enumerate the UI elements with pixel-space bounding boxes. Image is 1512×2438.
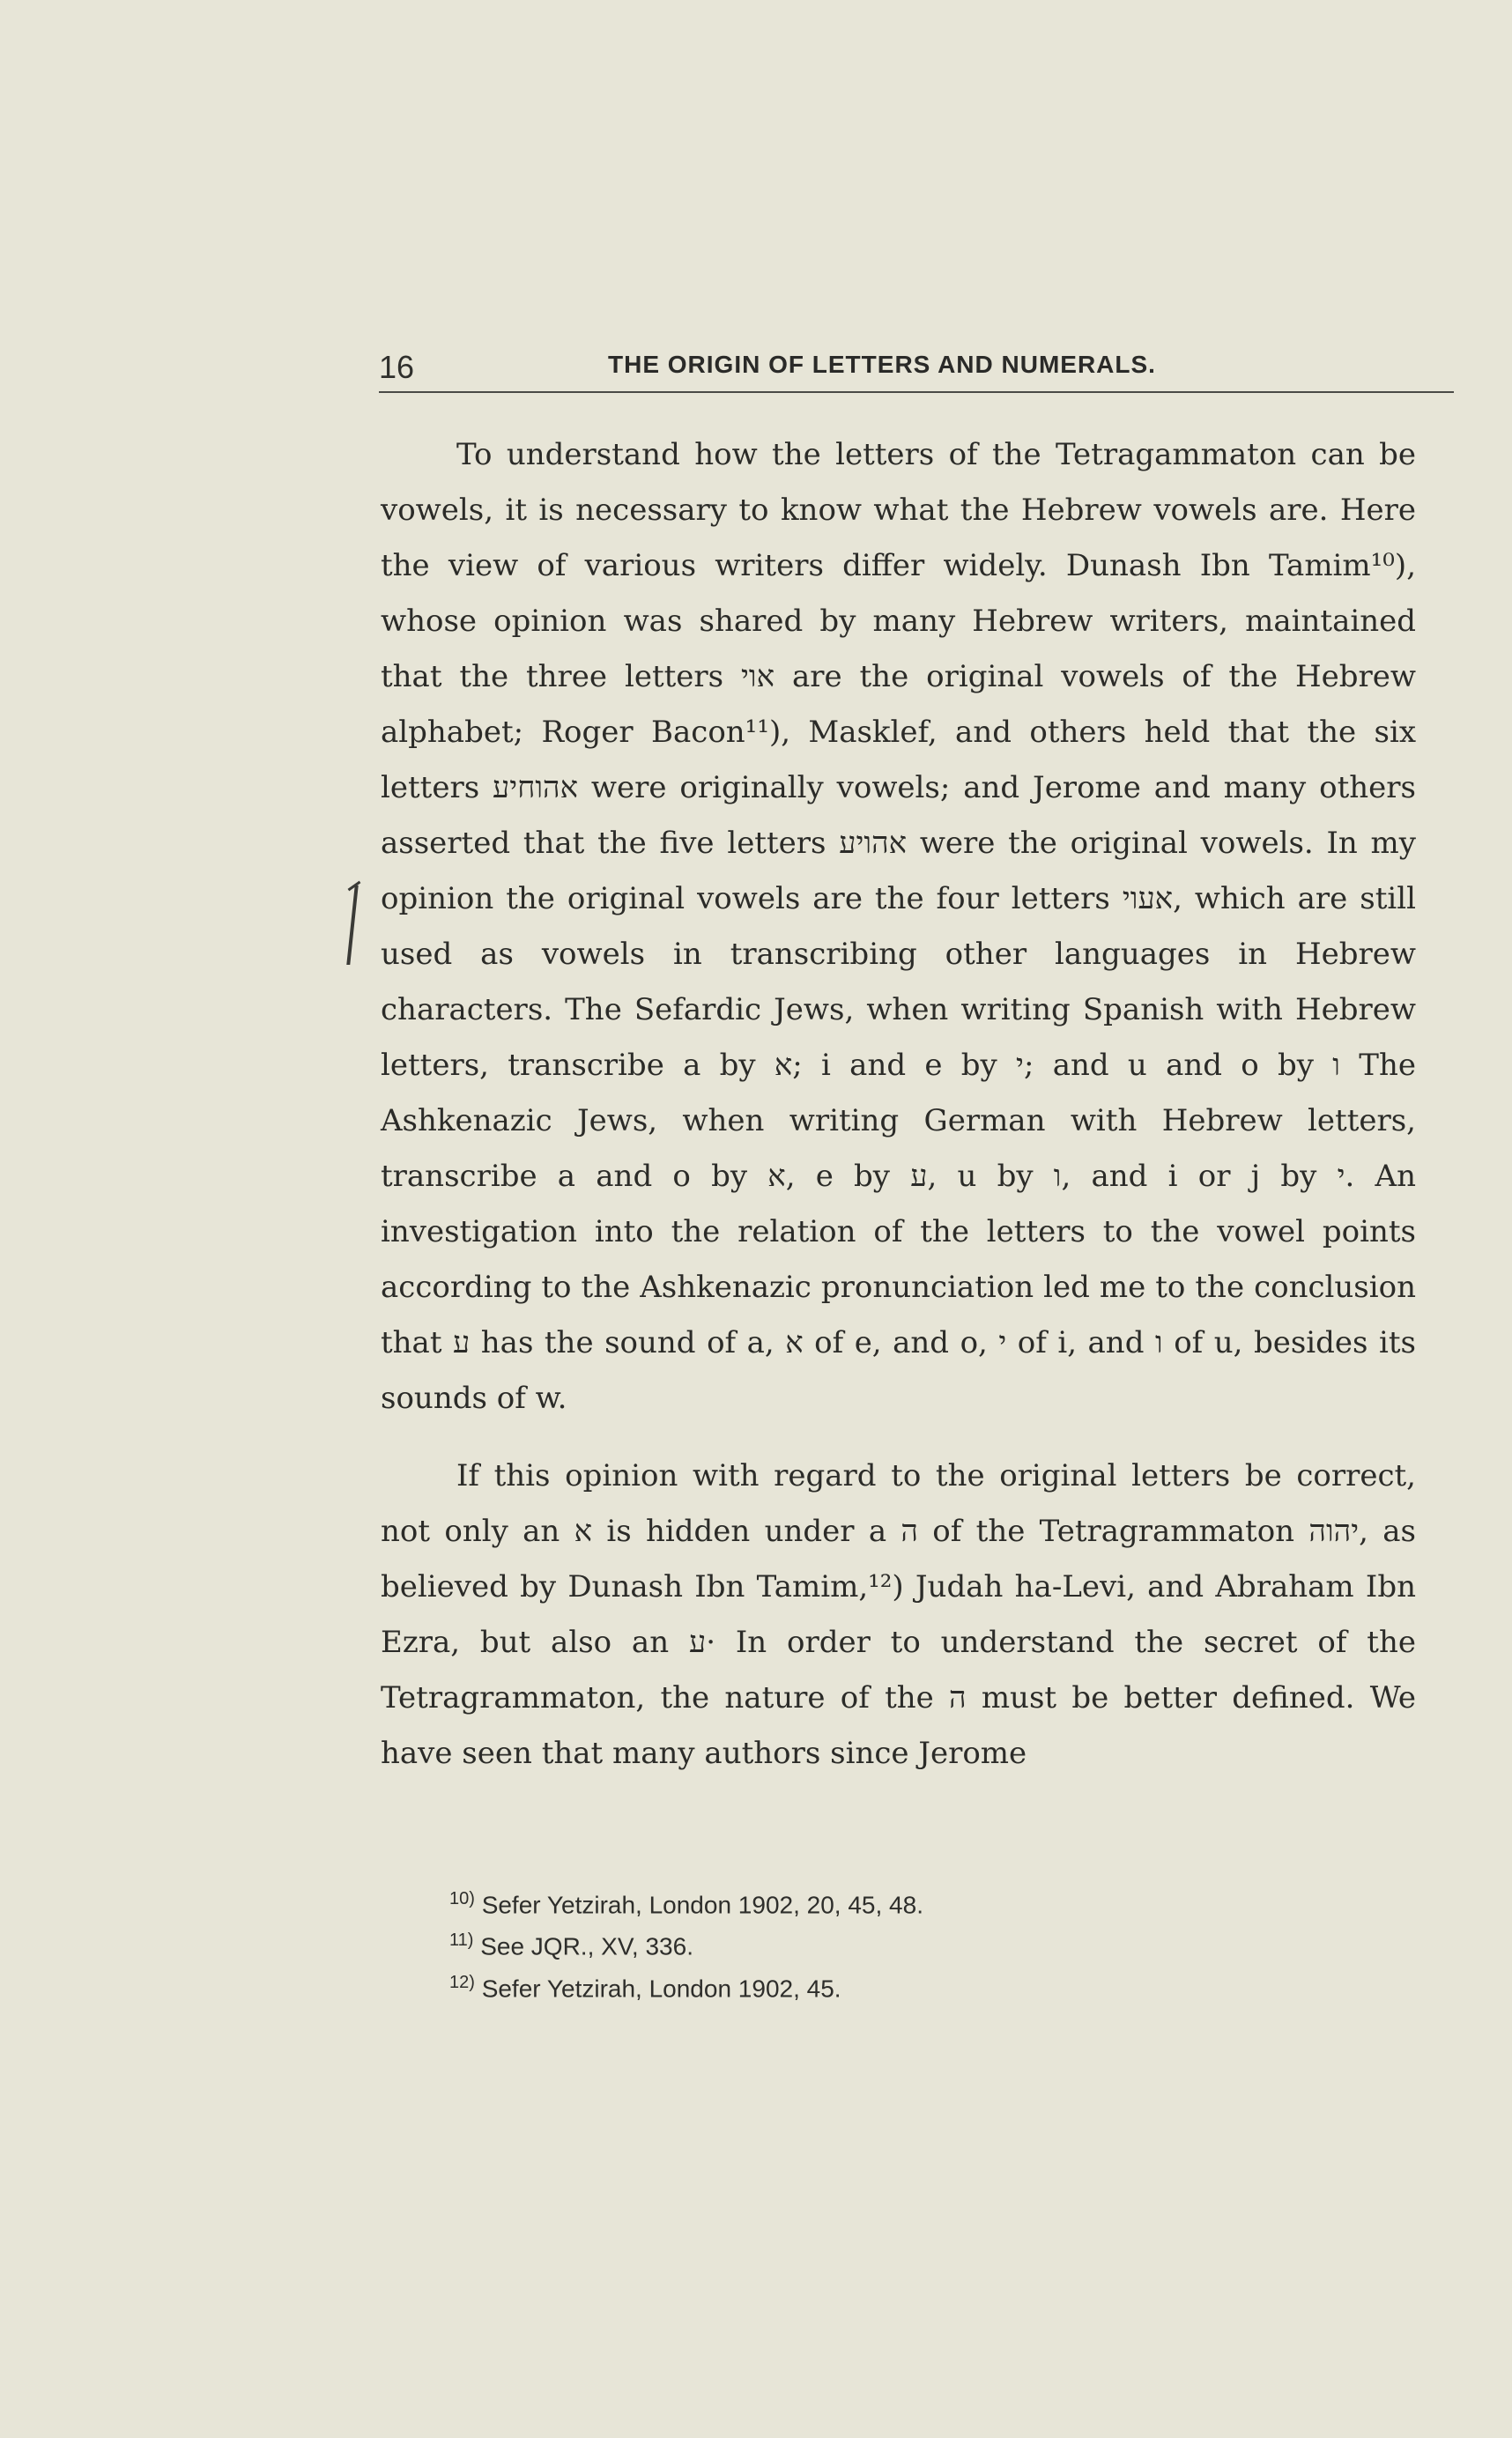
- paragraph-1: [381, 427, 1416, 1426]
- footnote-mark: 12): [449, 1972, 475, 1992]
- footnote-text: Sefer Yetzirah, London 1902, 45.: [481, 1974, 841, 2002]
- footnote: [449, 1923, 1375, 1964]
- footnote-mark: 10): [449, 1889, 475, 1908]
- footnote-mark: 11): [449, 1930, 474, 1951]
- header-rule: [379, 391, 1454, 393]
- paragraph-2-text: If this opinion with regard to the original letters be correct, not only an א is hidden under a ה of the Tetragrammaton יהוה, as believed by Dunash Ibn Tamim,¹²) Judah ha-Levi, and Abraham Ibn Ezra, but also an ע· In order to understand the secret of the Tetragrammaton, the nature of the ה must be better defined. We have seen that many authors since Jerome: [381, 1458, 1416, 1771]
- running-title: THE ORIGIN OF LETTERS AND NUMERALS.: [608, 351, 1156, 378]
- footnote: [449, 1965, 1375, 2006]
- page-header: [379, 344, 1454, 388]
- footnote-text: Sefer Yetzirah, London 1902, 20, 45, 48.: [481, 1891, 923, 1919]
- body-text: [381, 427, 1416, 1804]
- footnote: [449, 1881, 1375, 1923]
- footnotes: [449, 1881, 1375, 2006]
- margin-pencil-mark: [346, 886, 363, 965]
- paragraph-2: [381, 1449, 1416, 1782]
- page-number: 16: [379, 349, 415, 385]
- footnote-text: See JQR., XV, 336.: [480, 1932, 693, 1960]
- paragraph-1-text: To understand how the letters of the Tetragammaton can be vowels, it is necessary to know what the Hebrew vowels are. Here the view of various writers differ widely. Dunash Ibn Tamim¹⁰), whose opinion was shared by many Hebrew writers, maintained that the three letters אוי are the original vowels of the Hebrew alphabet; Roger Bacon¹¹), Masklef, and others held that the six letters אהוחיע were originally vowels; and Jerome and many others asserted that the five letters אהויע were the original vowels. In my opinion the original vowels are the four letters אעוי, which are still used as vowels in transcribing other languages in Hebrew characters. The Sefardic Jews, when writing Spanish with Hebrew letters, transcribe a by א; i and e by י; and u and o by ו The Ashkenazic Jews, when writing German with Hebrew letters, transcribe a and o by א, e by ע, u by ו, and i or j by י. An investigation into the relation of the letters to the vowel points according to the Ashkenazic pronunciation led me to the conclusion that ע has the sound of a, א of e, and o, י of i, and ו of u, besides its sounds of w.: [381, 437, 1416, 1416]
